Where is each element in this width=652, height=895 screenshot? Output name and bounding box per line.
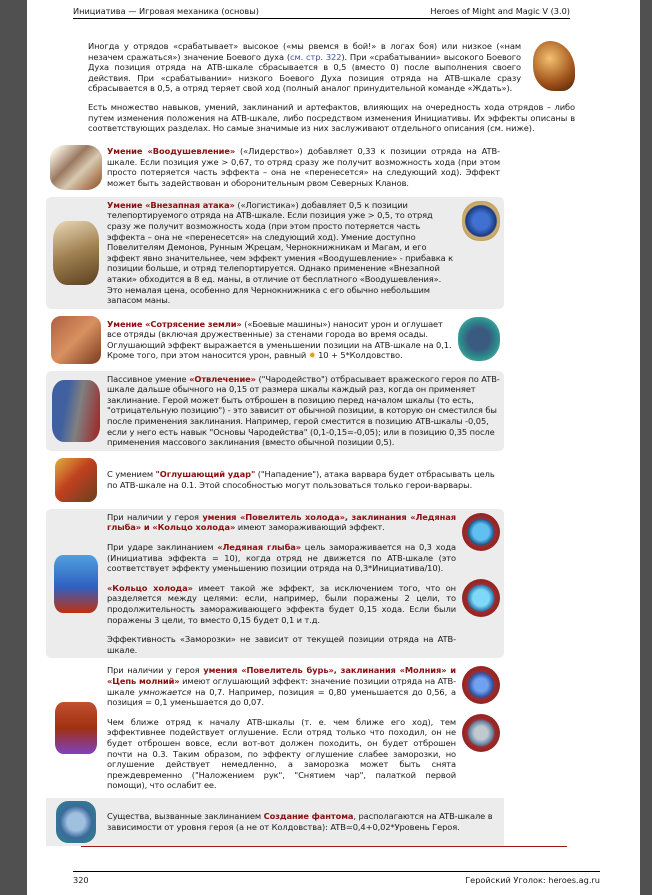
page-reference-link[interactable]: см. стр. 322 xyxy=(290,51,342,62)
stun-explanation xyxy=(107,717,456,791)
teleport-spell-icon xyxy=(462,201,500,241)
header-book: Heroes of Might and Magic V (3.0) xyxy=(430,6,570,16)
text-segment: имеет такой же эффект, за исключением того, что он разделяется между целями: если, например, были поражены 2 цели, то продолжительность замораживающего эффекта будет 0,15 хода. Если были поражены 3 цели, то вместо 0,15 будет 0,1 и т.д. xyxy=(107,582,456,625)
text-segment: ). При «срабатывании» высокого Боевого Духа позиция отряда на ATB-шкале сбрасывается в 0,5 (вместо 0) после выполнения своего действия. При «срабатывании» низкого Боевого Духа позиция отряда на ATB-шкале сразу сбрасывается в 0,5, а отряд теряет свой ход (полный аналог принудительной команде «Ждать»). xyxy=(88,51,522,94)
text-segment: Чем ближе отряд к началу ATB-шкалы (т. е. чем ближе его ход), тем эффективнее подействует оглушение. Если отряд только что походил, он не будет отброшен вовсе, если вот-вот должен походить, он будет отброшен почти на 0.3. Таким образом, по эффекту оглушение слабее заморозки, но оглушение действует немедленно, а заморозка может быть снята преждевременно ("Наложением рук", "Снятием чар", палаткой первой помощи), что ослабит ее. xyxy=(107,716,456,791)
ice-bolt-spell-icon xyxy=(462,513,500,551)
skill-earthquake xyxy=(102,319,456,361)
stunning-blow-icon xyxy=(55,458,97,502)
highlighted-term: "Оглушающий удар" xyxy=(155,469,256,480)
lightning-spell-icon xyxy=(462,666,500,704)
intro-row xyxy=(88,41,575,94)
storm-intro xyxy=(107,665,456,707)
text-segment: ("Нападение"), атака варвара будет отбрасывать цель по ATB-шкале на 0.1. Этой способностью могут пользоваться только герои-варвары. xyxy=(107,469,495,490)
teleport-assault-box xyxy=(46,197,504,309)
highlighted-term: Создание фантома xyxy=(263,811,354,822)
page-number: 320 xyxy=(73,875,89,886)
text-segment: Иногда у отрядов «срабатывает» высокое («мы рвемся в бой!» в логах боя) или низкое («нам незачем сражаться») значение Боевого духа ( xyxy=(88,41,521,62)
text-segment: цель замораживается на 0,3 хода (Инициатива эффекта = 10), когда отряд не движется по ATB-шкале (это соответствует эффекту уменьшению позиции отряда на 0,3*Инициатива/10). xyxy=(107,542,456,574)
hero-portrait-icon xyxy=(53,221,99,285)
ice-bolt-text xyxy=(107,542,456,574)
text-segment: Существа, вызванные заклинанием xyxy=(107,811,264,822)
skill-stunning-blow xyxy=(102,469,500,490)
intro-paragraph-2 xyxy=(88,102,575,134)
highlighted-term: Умение «Воодушевление» xyxy=(107,146,236,157)
page-header xyxy=(73,0,570,19)
highlighted-term: Умение «Внезапная атака» xyxy=(107,199,235,210)
text-segment: С умением xyxy=(107,469,156,480)
phantom-text xyxy=(102,811,500,832)
highlighted-term: «Кольцо холода» xyxy=(107,582,193,593)
header-chapter: Инициатива — Игровая механика (основы) xyxy=(73,6,259,16)
text-segment: ("Чародейство") отбрасывает вражеского героя по ATB-шкале дальше обычного на 0,15 от размера шкалы каждый раз, когда он применяет заклинание. Герой может быть отброшен в позицию перед началом шкалы (то есть, "отрицательную позицию") - это зависит от обычной позиции, в которую он сместился бы после применения заклинания. Например, герой сместится в позицию ATB-шкалы -0,05, если у него есть навык "Основы Чародейства" (0,1-0,15=-0,05); или в позицию 0,35 после применения массового заклинания (вместо обычной позиции 0,5). xyxy=(107,373,500,448)
freeze-note xyxy=(107,634,456,655)
page-footer xyxy=(73,871,600,885)
skill-distraction xyxy=(102,374,500,448)
text-segment: («Лидерство») добавляет 0,33 к позиции отряда на ATB-шкале. Если позиция уже > 0,67, то отряд сразу же получит возможность хода (при этом просто потеряется часть эффекта – она не «перенесется» на следующий ход). Эффект может быть задействован и оборонительным рвом Северных Кланов. xyxy=(107,146,500,188)
stunning-blow-section xyxy=(46,455,504,505)
highlighted-term: умения «Повелитель холода», заклинания «Ледяная глыба» и «Кольцо холода» xyxy=(107,511,456,533)
eagle-morale-icon xyxy=(533,41,575,91)
cold-mastery-text xyxy=(102,512,456,656)
leadership-sword-icon xyxy=(50,145,102,190)
section-divider xyxy=(81,846,567,848)
spellpower-icon: ✹ xyxy=(308,350,316,361)
cold-mastery-box xyxy=(46,509,504,659)
highlighted-term: Умение «Сотрясение земли» xyxy=(107,318,242,329)
highlighted-term: умения «Повелитель бурь», заклинания «Молния» и «Цепь молний» xyxy=(107,665,457,686)
text-segment: Есть множество навыков, умений, заклинаний и артефактов, влияющих на очередность хода отрядов – либо путем изменения положения на ATB-шкале, либо посредством изменения Инициативы. Их эффекты описаны в соответствующих разделах. Но самые значимые из них заслуживают отдельного описания (см. ниже). xyxy=(88,101,575,134)
text-segment: имеют оглушающий эффект: значение позиции отряда на ATB-шкале xyxy=(107,675,457,697)
storm-mastery-text xyxy=(102,665,456,791)
storm-mastery-section xyxy=(46,662,504,794)
frost-ring-text xyxy=(107,583,456,625)
text-segment: на 0,7. Например, позиция = 0,80 уменьшается до 0,56, а позиция = 0,1 уменьшается до 0,07. xyxy=(107,686,456,708)
text-segment: При наличии у героя xyxy=(107,511,203,522)
sections xyxy=(46,142,504,846)
phantom-box xyxy=(46,798,504,846)
page-content xyxy=(88,41,575,134)
intro-paragraph-1 xyxy=(88,41,533,94)
text-segment: Эффективность «Заморозки» не зависит от текущей позиции отряда на ATB-шкале. xyxy=(107,634,456,655)
document-page xyxy=(27,0,640,895)
emphasis-text: умножается xyxy=(138,686,192,697)
war-machine-icon xyxy=(458,317,500,361)
text-segment: имеют замораживающий эффект. xyxy=(235,522,385,533)
storm-statue-icon xyxy=(55,702,97,754)
cold-statue-icon xyxy=(54,555,98,613)
circle-of-winter-spell-icon xyxy=(462,579,500,617)
skill-teleport-assault xyxy=(102,200,456,306)
inspiration-section xyxy=(46,142,504,193)
earthquake-skill-icon xyxy=(51,316,101,364)
cold-intro xyxy=(107,512,456,533)
distraction-skill-icon xyxy=(52,380,100,442)
text-segment: , располагаются на ATB-шкале в зависимости от уровня героя (а не от Колдовства): ATB=0,4+0,02*Уровень Героя. xyxy=(107,811,493,832)
text-segment: 10 + 5*Колдовство. xyxy=(315,350,403,361)
text-segment: Пассивное умение xyxy=(107,373,190,384)
chain-lightning-spell-icon xyxy=(462,714,500,752)
text-segment: («Логистика») добавляет 0,5 к позиции телепортируемого отряда на ATB-шкале. Если позиция уже > 0,5, то отряд сразу же получит возможность хода (при этом просто потеряется часть эффекта – она не «перенесется» на следующий ход). Умение доступно Повелителям Демонов, Рунным Жрецам, Чернокнижникам и Магам, и его эффект явно значительнее, чем эффект умения «Воодушевление» - прибавка к позиции больше, и отряд телепортируется. Однако применение «Внезапной атаки» обходится в 8 ед. маны, в отличие от бесплатного «Воодушевления». Это немалая цена, особенно для Чернокнижника с его обычно небольшим запасом маны. xyxy=(107,199,454,306)
earthquake-section xyxy=(46,313,504,367)
skill-inspiration xyxy=(102,146,500,188)
text-segment: При ударе заклинанием xyxy=(107,542,218,553)
highlighted-term: «Ледяная глыба» xyxy=(217,542,302,553)
phantom-spell-icon xyxy=(56,801,96,843)
distraction-box xyxy=(46,371,504,451)
footer-site: Геройский Уголок: heroes.ag.ru xyxy=(465,875,600,886)
text-segment: При наличии у героя xyxy=(107,665,204,676)
highlighted-term: «Отвлечение» xyxy=(189,373,256,384)
text-segment: («Боевые машины») наносит урон и оглушает все отряды (включая дружественные) за стенами города во время осады. Оглушающий эффект выражается в уменьшении позиции на ATB-шкале на 0,1. Кроме того, при этом наносится урон, равный xyxy=(107,318,452,361)
